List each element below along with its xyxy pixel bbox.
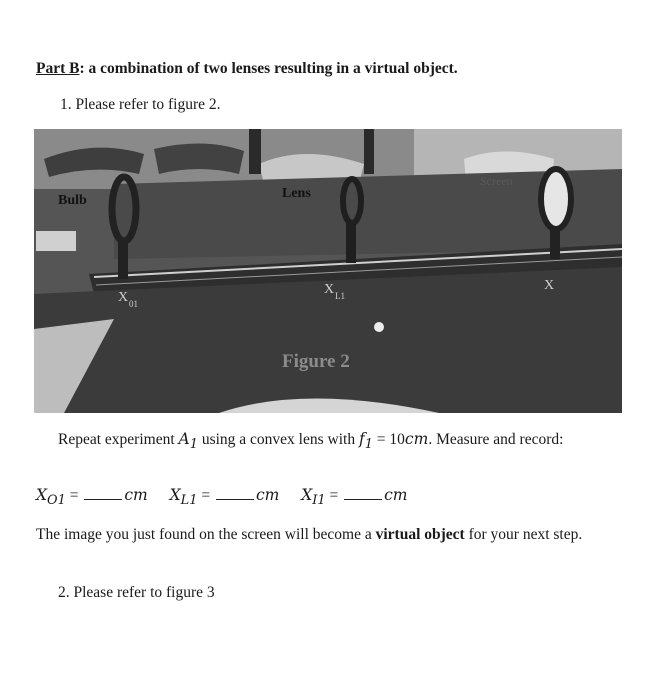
item-number: 2. bbox=[58, 584, 70, 601]
measurement-eq: = bbox=[197, 487, 211, 504]
answer-blank-xl1[interactable] bbox=[216, 487, 254, 500]
label-x01: X bbox=[118, 290, 129, 305]
measurement-sub: L1 bbox=[180, 493, 198, 509]
measurement-symbol: X bbox=[169, 486, 181, 504]
section-heading bbox=[36, 60, 458, 78]
measurement-xo1 bbox=[36, 486, 148, 508]
note-text-after: for your next step. bbox=[464, 526, 583, 543]
f1-sub: 1 bbox=[364, 437, 373, 453]
virtual-object-note bbox=[36, 522, 626, 547]
optical-bench-image bbox=[34, 129, 622, 413]
item-number: 1. bbox=[60, 96, 72, 113]
measurement-xi1 bbox=[301, 486, 407, 508]
measurement-row bbox=[36, 486, 425, 508]
instruction-text-4: . Measure and record: bbox=[428, 431, 564, 448]
measurement-eq: = bbox=[325, 487, 339, 504]
label-x: X bbox=[544, 278, 555, 293]
note-text-before: The image you just found on the screen will become a bbox=[36, 526, 376, 543]
measurement-sub: I1 bbox=[312, 493, 326, 509]
instruction-text-3: = 10 bbox=[372, 431, 405, 448]
measurement-eq: = bbox=[65, 487, 79, 504]
heading-title: : a combination of two lenses resulting in a virtual object. bbox=[79, 60, 458, 77]
item-text: Please refer to figure 3 bbox=[73, 584, 215, 601]
figure-2-photo bbox=[34, 129, 622, 413]
answer-blank-xi1[interactable] bbox=[344, 487, 382, 500]
part-label: Part B bbox=[36, 60, 80, 77]
label-xl1: X bbox=[324, 282, 335, 297]
measurement-unit: cm bbox=[384, 486, 408, 504]
a1-sub: 1 bbox=[189, 437, 198, 453]
measurement-unit: cm bbox=[255, 486, 280, 504]
list-item-2 bbox=[58, 584, 215, 602]
instruction-text-1: Repeat experiment bbox=[58, 431, 179, 448]
item-text: Please refer to figure 2. bbox=[75, 96, 221, 113]
a1-base: A bbox=[178, 430, 190, 448]
cm-unit: cm bbox=[404, 430, 429, 448]
answer-blank-xo1[interactable] bbox=[84, 487, 122, 500]
figure-caption: Figure 2 bbox=[282, 351, 350, 372]
label-x01-sub: 01 bbox=[129, 299, 138, 309]
f1-symbol bbox=[358, 430, 373, 453]
measurement-symbol: X bbox=[36, 486, 48, 504]
label-bulb: Bulb bbox=[58, 193, 87, 208]
list-item-1 bbox=[60, 96, 221, 114]
f1-base: f bbox=[358, 430, 365, 448]
label-xl1-sub: L1 bbox=[335, 291, 345, 301]
measurement-xl1 bbox=[170, 486, 280, 508]
label-lens: Lens bbox=[282, 186, 311, 201]
measurement-symbol: X bbox=[301, 486, 313, 504]
measurement-unit: cm bbox=[124, 486, 148, 504]
label-screen: Screen bbox=[480, 174, 513, 188]
instruction-paragraph bbox=[58, 427, 588, 457]
a1-symbol bbox=[178, 430, 198, 453]
measurement-sub: O1 bbox=[47, 493, 66, 509]
note-bold-text: virtual object bbox=[375, 526, 465, 543]
instruction-text-2: using a convex lens with bbox=[197, 431, 359, 448]
